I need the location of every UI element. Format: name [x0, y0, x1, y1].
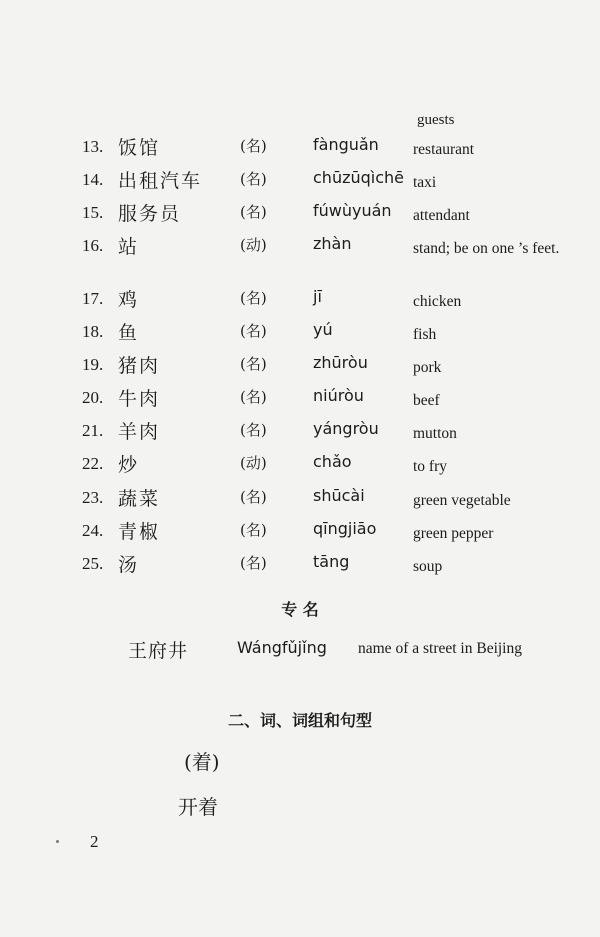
vocab-gloss: green vegetable: [413, 492, 511, 509]
vocab-row: [0, 285, 600, 317]
vocab-row: [0, 550, 600, 582]
vocab-number: 15.: [82, 203, 104, 222]
vocab-pinyin: yángròu: [313, 419, 379, 438]
vocab-part-of-speech: (名): [240, 170, 267, 188]
vocab-part-of-speech: (名): [240, 289, 267, 307]
vocab-number: 18.: [82, 322, 104, 341]
vocab-pinyin: yú: [313, 320, 333, 339]
vocab-part-of-speech: (名): [240, 355, 267, 373]
vocab-row: [0, 351, 600, 383]
vocab-number: 25.: [82, 554, 104, 573]
vocab-word: 青椒: [118, 521, 161, 543]
vocab-gloss: mutton: [413, 425, 457, 442]
vocab-gloss: beef: [413, 392, 440, 409]
vocab-number: 14.: [82, 170, 104, 189]
vocab-pinyin: jī: [313, 287, 322, 306]
proper-noun-pinyin: Wángfǔjǐng: [237, 638, 327, 657]
vocab-word: 饭馆: [118, 137, 161, 159]
vocab-word: 出租汽车: [118, 170, 203, 192]
vocab-row: [0, 133, 600, 165]
pattern-kaizhe: 开着: [178, 795, 218, 819]
vocab-word: 炒: [118, 454, 140, 476]
vocab-word: 鸡: [118, 289, 140, 311]
vocab-row: [0, 318, 600, 350]
vocab-gloss: pork: [413, 359, 442, 376]
proper-noun-word: 王府井: [128, 640, 189, 662]
vocab-gloss: taxi: [413, 174, 437, 191]
print-speck: [56, 840, 59, 843]
vocab-gloss: soup: [413, 558, 443, 575]
vocab-word: 蔬菜: [118, 488, 161, 510]
vocab-pinyin: zhàn: [313, 234, 352, 253]
vocab-pinyin: shūcài: [313, 486, 365, 505]
vocab-word: 鱼: [118, 322, 140, 344]
vocab-row: [0, 166, 600, 198]
vocab-gloss: to fry: [413, 458, 448, 475]
vocab-part-of-speech: (名): [240, 521, 267, 539]
vocab-part-of-speech: (名): [240, 488, 267, 506]
vocab-pinyin: fànguǎn: [313, 135, 379, 154]
vocab-part-of-speech: (名): [240, 137, 267, 155]
vocab-number: 20.: [82, 388, 104, 407]
vocab-row: [0, 484, 600, 516]
vocab-pinyin: zhūròu: [313, 353, 368, 372]
pattern-zhe: (着): [184, 750, 220, 774]
vocab-word: 汤: [118, 554, 140, 576]
vocab-number: 13.: [82, 137, 104, 156]
vocab-number: 17.: [82, 289, 104, 308]
vocab-gloss: chicken: [413, 293, 462, 310]
vocab-part-of-speech: (动): [240, 454, 267, 472]
vocab-pinyin: chǎo: [313, 452, 352, 471]
vocab-row: [0, 450, 600, 482]
vocab-pinyin: niúròu: [313, 386, 364, 405]
vocab-number: 21.: [82, 421, 104, 440]
vocab-row: [0, 417, 600, 449]
vocab-part-of-speech: (名): [240, 203, 267, 221]
vocab-gloss: fish: [413, 326, 437, 343]
vocab-word: 羊肉: [118, 421, 161, 443]
vocab-part-of-speech: (动): [240, 236, 267, 254]
vocab-word: 站: [118, 236, 140, 258]
vocab-number: 23.: [82, 488, 104, 507]
vocab-number: 24.: [82, 521, 104, 540]
vocab-word: 猪肉: [118, 355, 161, 377]
vocab-row: [0, 199, 600, 231]
page-number: 2: [90, 832, 99, 851]
vocab-row: [0, 232, 600, 264]
vocab-part-of-speech: (名): [240, 554, 267, 572]
vocab-part-of-speech: (名): [240, 421, 267, 439]
vocab-word: 服务员: [118, 203, 182, 225]
vocab-row: [0, 384, 600, 416]
section-two-heading: 二、词、词组和句型: [227, 711, 372, 730]
vocab-gloss: green pepper: [413, 525, 494, 542]
vocab-part-of-speech: (名): [240, 388, 267, 406]
vocab-number: 22.: [82, 454, 104, 473]
vocab-number: 19.: [82, 355, 104, 374]
vocab-pinyin: qīngjiāo: [313, 519, 377, 538]
proper-noun-gloss: name of a street in Beijing: [358, 640, 522, 657]
vocab-gloss: stand; be on one ’s feet.: [413, 240, 560, 257]
proper-nouns-heading: 专 名: [281, 600, 319, 619]
vocab-gloss: restaurant: [413, 141, 475, 158]
vocab-pinyin: chūzūqìchē: [313, 168, 404, 187]
vocab-row: [0, 517, 600, 549]
vocab-pinyin: fúwùyuán: [313, 201, 392, 220]
carryover-gloss: guests: [417, 112, 455, 128]
vocab-part-of-speech: (名): [240, 322, 267, 340]
vocab-pinyin: tāng: [313, 552, 350, 571]
proper-noun-entry: [0, 636, 600, 666]
vocab-word: 牛肉: [118, 388, 161, 410]
vocab-gloss: attendant: [413, 207, 470, 224]
vocab-number: 16.: [82, 236, 104, 255]
